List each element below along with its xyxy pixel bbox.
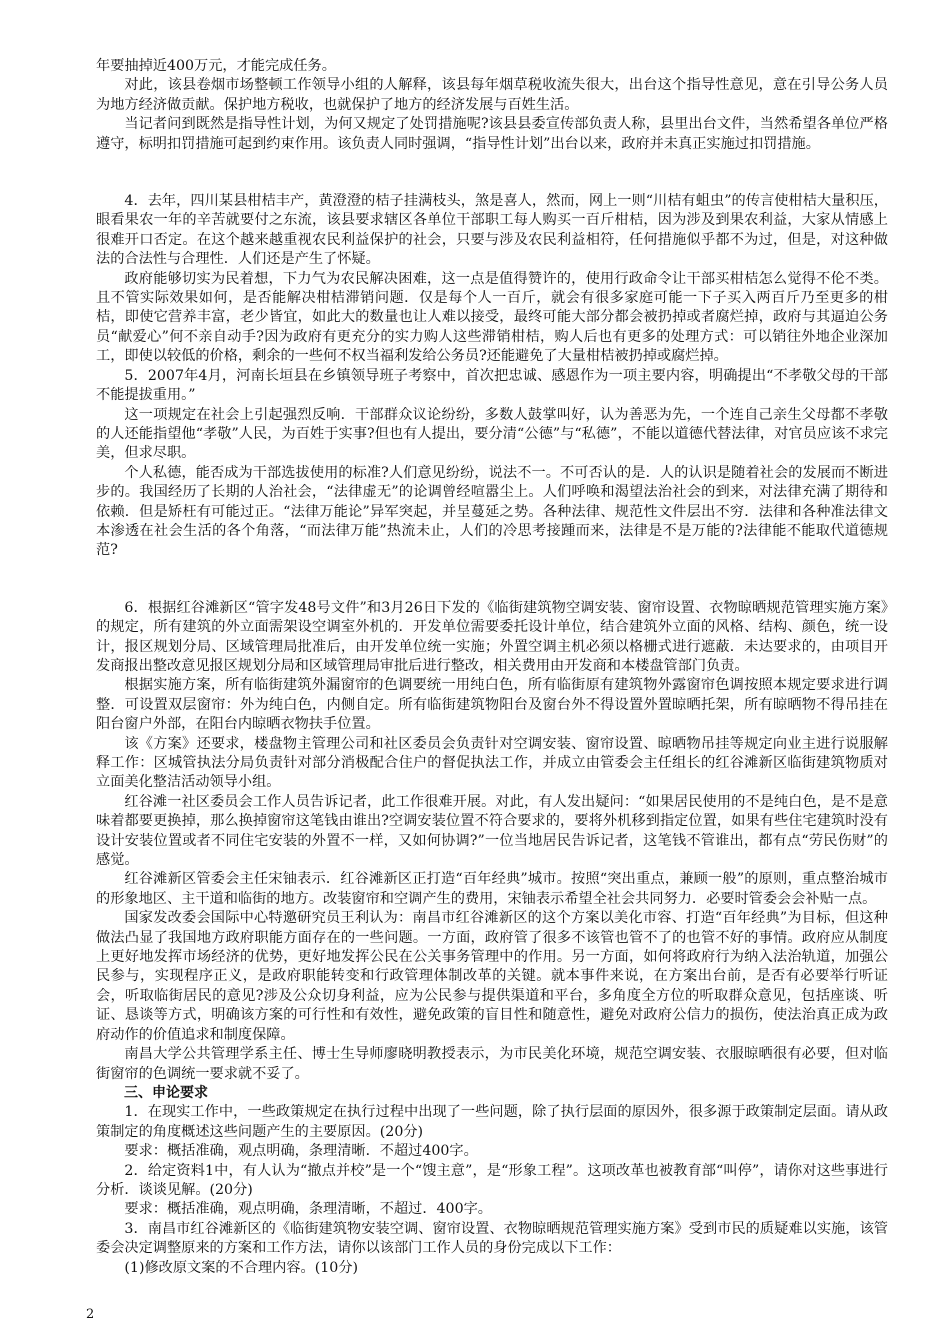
material-6-paragraph-5: 红谷滩新区管委会主任宋铀表示．红谷滩新区正打造“百年经典”城市。按照“突出重点，兼顾一般”的原则，重点整治城市的形象地区、主干道和临街的地方。改装窗帘和空调产生的费用，宋铀表示希望全社会共同努力．必要时管委会会补贴一点。 (96, 871, 888, 907)
material-6-paragraph-7: 南昌大学公共管理学系主任、博士生导师廖晓明教授表示，为市民美化环境，规范空调安装、衣服晾晒很有必要，但对临街窗帘的色调统一要求就不妥了。 (96, 1046, 888, 1082)
question-2-requirement: 要求：概括准确，观点明确，条理清晰，不超过．400字。 (124, 1201, 492, 1218)
question-1-requirement: 要求：概括准确，观点明确，条理清晰．不超过400字。 (124, 1143, 478, 1160)
question-3-subtask-1: (1)修改原文案的不合理内容。(10分) (124, 1259, 359, 1276)
material-4-paragraph-2: 政府能够切实为民着想，下力气为农民解决困难，这一点是值得赞许的，使用行政命令让干部买柑桔怎么觉得不伦不类。且不管实际效果如何，是否能解决柑桔滞销问题．仅是每个人一百斤，就会有很多家庭可能一下子买入两百斤乃至更多的柑桔，即使它营养丰富，老少皆宜，如此大的数量也让人难以接受，最终可能大部分都会被扔掉或者腐烂掉，政府与其逼迫公务员“献爱心”何不亲自动手?因为政府有更充分的实力购人这些滞销柑桔，购人后也有更多的处理方式：可以销往外地企业深加工，即使以较低的价格，剩余的一些何不权当福利发给公务员?还能避免了大量柑桔被扔掉或腐烂掉。 (96, 270, 888, 365)
spacer (96, 154, 888, 192)
page-number: 2 (86, 1307, 95, 1322)
material-6-paragraph-4: 红谷滩一社区委员会工作人员告诉记者，此工作很难开展。对此，有人发出疑问：“如果居民使用的不是纯白色，是不是意味着都要更换掉，那么换掉窗帘这笔钱由谁出?空调安装位置不符合要求的，要将外机移到指定位置，如果有些住宅建筑时没有设计安装位置或者不同住宅安装的外置不一样，又如何协调?”一位当地居民告诉记者，这笔钱不管谁出，都有点“劳民伤财”的感觉。 (96, 793, 888, 869)
question-2: 2．给定资料1中，有人认为“撤点并校”是一个“馊主意”，是“形象工程”。这项改革也被教育部“叫停”，请你对这些事进行分析．谈谈见解。(20分) (96, 1162, 888, 1198)
question-3: 3．南昌市红谷滩新区的《临街建筑物安装空调、窗帘设置、衣物晾晒规范管理实施方案》受到市民的质疑难以实施，该管委会决定调整原来的方案和工作方法，请你以该部门工作人员的身份完成以下工作： (96, 1220, 888, 1257)
material-6-paragraph-2: 根据实施方案，所有临街建筑外漏窗帘的色调要统一用纯白色，所有临街原有建筑物外露窗帘色调按照本规定要求进行调整．可设置双层窗帘：外为纯白色，内侧自定。所有临街建筑物阳台及窗台外不得设置外置晾晒托架，所有晾晒物不得吊挂在阳台窗户外部，在阳台内晾晒衣物扶手位置。 (96, 677, 888, 733)
intro-paragraph-3: 当记者问到既然是指导性计划，为何又规定了处罚措施呢?该县县委宣传部负责人称，县里出台文件，当然希望各单位严格遵守，标明扣罚措施可起到约束作用。该负责人同时强调，“指导性计划”出台以来，政府并未真正实施过扣罚措施。 (96, 116, 888, 152)
spacer (96, 561, 888, 599)
material-5-paragraph-2: 这一项规定在社会上引起强烈反响．干部群众议论纷纷，多数人鼓掌叫好，认为善恶为先，一个连自己亲生父母都不孝敬的人还能指望他“孝敬”人民，为百姓于实事?但也有人提出，要分清“公德”与“私德”，不能以道德代替法律，对官员应该不求完美，但求尽职。 (96, 406, 888, 462)
material-6-paragraph-1: 6．根据红谷滩新区“管字发48号文件”和3月26日下发的《临街建筑物空调安装、窗帘设置、衣物晾晒规范管理实施方案》的规定，所有建筑的外立面需架设空调室外机的．开发单位需要委托设计单位，结合建筑外立面的风格、结构、颜色，统一设计，报区规划分局、区域管理局批准后，由开发单位统一实施；外置空调主机必须以格栅式进行遮蔽．未达要求的，由项目开发商报出整改意见报区规划分局和区域管理局审批后进行整改，相关费用由开发商和本楼盘管部门负责。 (96, 599, 888, 674)
material-5-paragraph-1: 5．2007年4月，河南长垣县在乡镇领导班子考察中，首次把忠诚、感恩作为一项主要内容，明确提出“不孝敬父母的干部不能提拔重用。” (96, 367, 888, 404)
material-5-paragraph-3: 个人私德，能否成为干部选拔使用的标准?人们意见纷纷，说法不一。不可否认的是．人的认识是随着社会的发展而不断进步的。我国经历了长期的人治社会，“法律虚无”的论调曾经喧嚣尘上。人们呼唤和渴望法治社会的到来，对法律充满了期待和依赖．但是矫枉有可能过正。“法律万能论”异军突起，并呈蔓延之势。各种法律、规范性文件层出不穷．法律和各种准法律文本渗透在社会生活的各个角落，“而法律万能”热流未止，人们的冷思考接踵而来，法律是不是万能的?法律能不能取代道德规范? (96, 464, 888, 559)
question-1: 1．在现实工作中，一些政策规定在执行过程中出现了一些问题，除了执行层面的原因外，很多源于政策制定层面。请从政策制定的角度概述这些问题产生的主要原因。(20分) (96, 1104, 888, 1140)
material-6-paragraph-6: 国家发改委会国际中心特邀研究员王利认为：南昌市红谷滩新区的这个方案以美化市容、打造“百年经典”为目标，但这种做法凸显了我国地方政府职能方面存在的一些问题。一方面，政府管了很多不该管也管不了的也管不好的事情。政府应从制度上更好地发挥市场经济的优势，更好地发挥公民在公关事务管理中的作用。另一方面，如何将政府行为纳入法治轨道，加强公民参与，实现程序正义，是政府职能转变和行政管理体制改革的关键。就本事件来说，在方案出台前，是否有必要举行听证会，听取临街居民的意见?涉及公众切身利益，应为公民参与提供渠道和平台，多角度全方位的听取群众意见，包括座谈、听证、恳谈等方式，明确该方案的可行性和有效性，避免政策的盲目性和随意性，避免对政府公信力的损伤，使法治真正成为政府动作的价值追求和制度保障。 (96, 910, 888, 1043)
material-6-paragraph-3: 该《方案》还要求，楼盘物主管理公司和社区委员会负责针对空调安装、窗帘设置、晾晒物吊挂等规定向业主进行说服解释工作：区城管执法分局负责针对部分消极配合住户的督促执法工作，并成立由管委会主任组长的红谷滩新区临街建筑物质对立面美化整洁活动领导小组。 (96, 735, 888, 791)
section-heading: 三、申论要求 (124, 1084, 208, 1101)
intro-paragraph-2: 对此，该县卷烟市场整顿工作领导小组的人解释，该县每年烟草税收流失很大，出台这个指导性意见，意在引导公务人员为地方经济做贡献。保护地方税收，也就保护了地方的经济发展与百姓生活。 (96, 77, 888, 113)
document-page (96, 57, 888, 1278)
material-4-paragraph-1: 4．去年，四川某县柑桔丰产，黄澄澄的桔子挂满枝头，煞是喜人，然而，网上一则“川桔有蛆虫”的传言使柑桔大量积压，眼看果农一年的辛苦就要付之东流，该县要求辖区各单位干部职工每人购买一百斤柑桔，因为涉及到果农利益，大家从情感上很难开口否定。在这个越来越重视农民利益保护的社会，只要与涉及农民利益相符，任何措施似乎都不为过，但是，对这种做法的合法性与合理性．人们还是产生了怀疑。 (96, 193, 888, 268)
intro-paragraph-1: 年要抽掉近400万元，才能完成任务。 (96, 58, 336, 74)
